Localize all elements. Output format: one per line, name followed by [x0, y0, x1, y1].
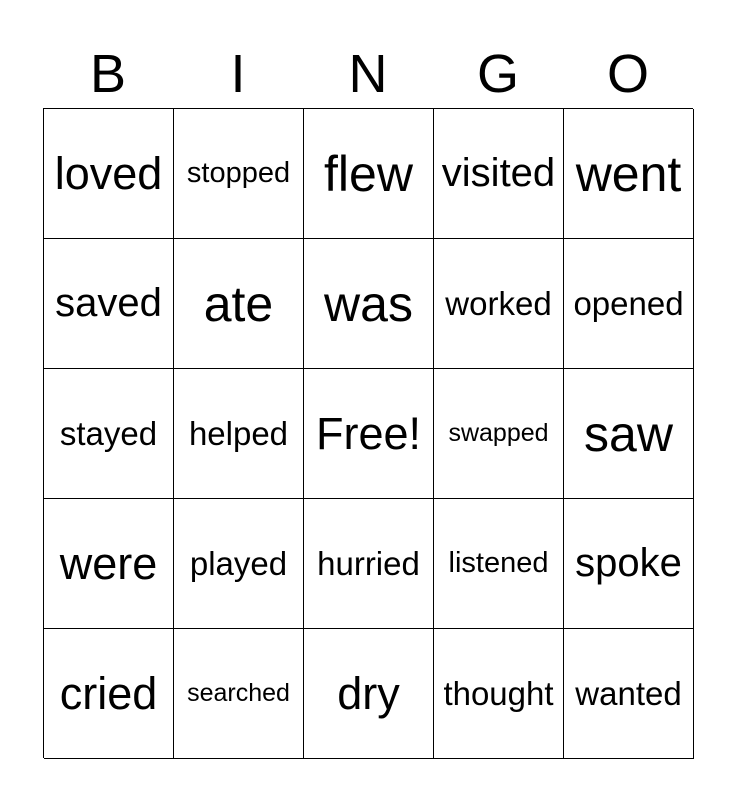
bingo-cell [304, 629, 434, 759]
bingo-cell [564, 239, 694, 369]
cell-word: hurried [317, 544, 420, 582]
cell-word: flew [324, 145, 413, 202]
header-letter-b: B [89, 44, 127, 104]
bingo-cell [564, 629, 694, 759]
bingo-cell [44, 369, 174, 499]
cell-word: stayed [59, 414, 158, 452]
bingo-cell [434, 369, 564, 499]
bingo-cell [174, 239, 304, 369]
cell-word: played [189, 544, 288, 582]
bingo-cell [304, 109, 434, 239]
bingo-cell [44, 499, 174, 629]
bingo-cell [174, 369, 304, 499]
cell-word: swapped [448, 419, 549, 447]
bingo-cell [564, 499, 694, 629]
cell-word: helped [188, 414, 289, 452]
bingo-cell [174, 499, 304, 629]
cell-word: were [59, 537, 158, 589]
bingo-cell [304, 239, 434, 369]
header-letter-i: I [230, 44, 246, 104]
cell-word: was [324, 275, 413, 332]
header-letter-o: O [606, 44, 649, 104]
cell-word: loved [54, 147, 163, 199]
bingo-cell [44, 109, 174, 239]
cell-word: saved [55, 281, 162, 325]
bingo-cell [434, 109, 564, 239]
bingo-cell [44, 239, 174, 369]
bingo-cell [44, 629, 174, 759]
cell-word: ate [203, 275, 274, 332]
bingo-cell [174, 629, 304, 759]
cell-word: saw [584, 405, 673, 462]
bingo-cell [434, 239, 564, 369]
bingo-cell [174, 109, 304, 239]
header-letter-g: G [476, 44, 519, 104]
cell-word: thought [443, 674, 554, 712]
bingo-cell [434, 499, 564, 629]
free-space-cell [304, 369, 434, 499]
free-space-label: Free! [315, 407, 422, 459]
cell-word: opened [573, 284, 684, 322]
cell-word: stopped [186, 157, 291, 189]
header-letter-n: N [348, 44, 388, 104]
cell-word: dry [337, 667, 400, 719]
cell-word: wanted [575, 674, 682, 712]
bingo-cell [564, 369, 694, 499]
cell-word: cried [59, 667, 158, 719]
cell-word: listened [448, 547, 549, 579]
bingo-cell [564, 109, 694, 239]
bingo-header [43, 40, 693, 108]
cell-word: worked [445, 284, 552, 322]
cell-word: spoke [575, 541, 682, 585]
bingo-cell [304, 499, 434, 629]
cell-word: searched [187, 679, 290, 707]
cell-word: went [575, 145, 682, 202]
cell-word: visited [441, 151, 556, 195]
bingo-board [43, 108, 693, 758]
bingo-cell [434, 629, 564, 759]
